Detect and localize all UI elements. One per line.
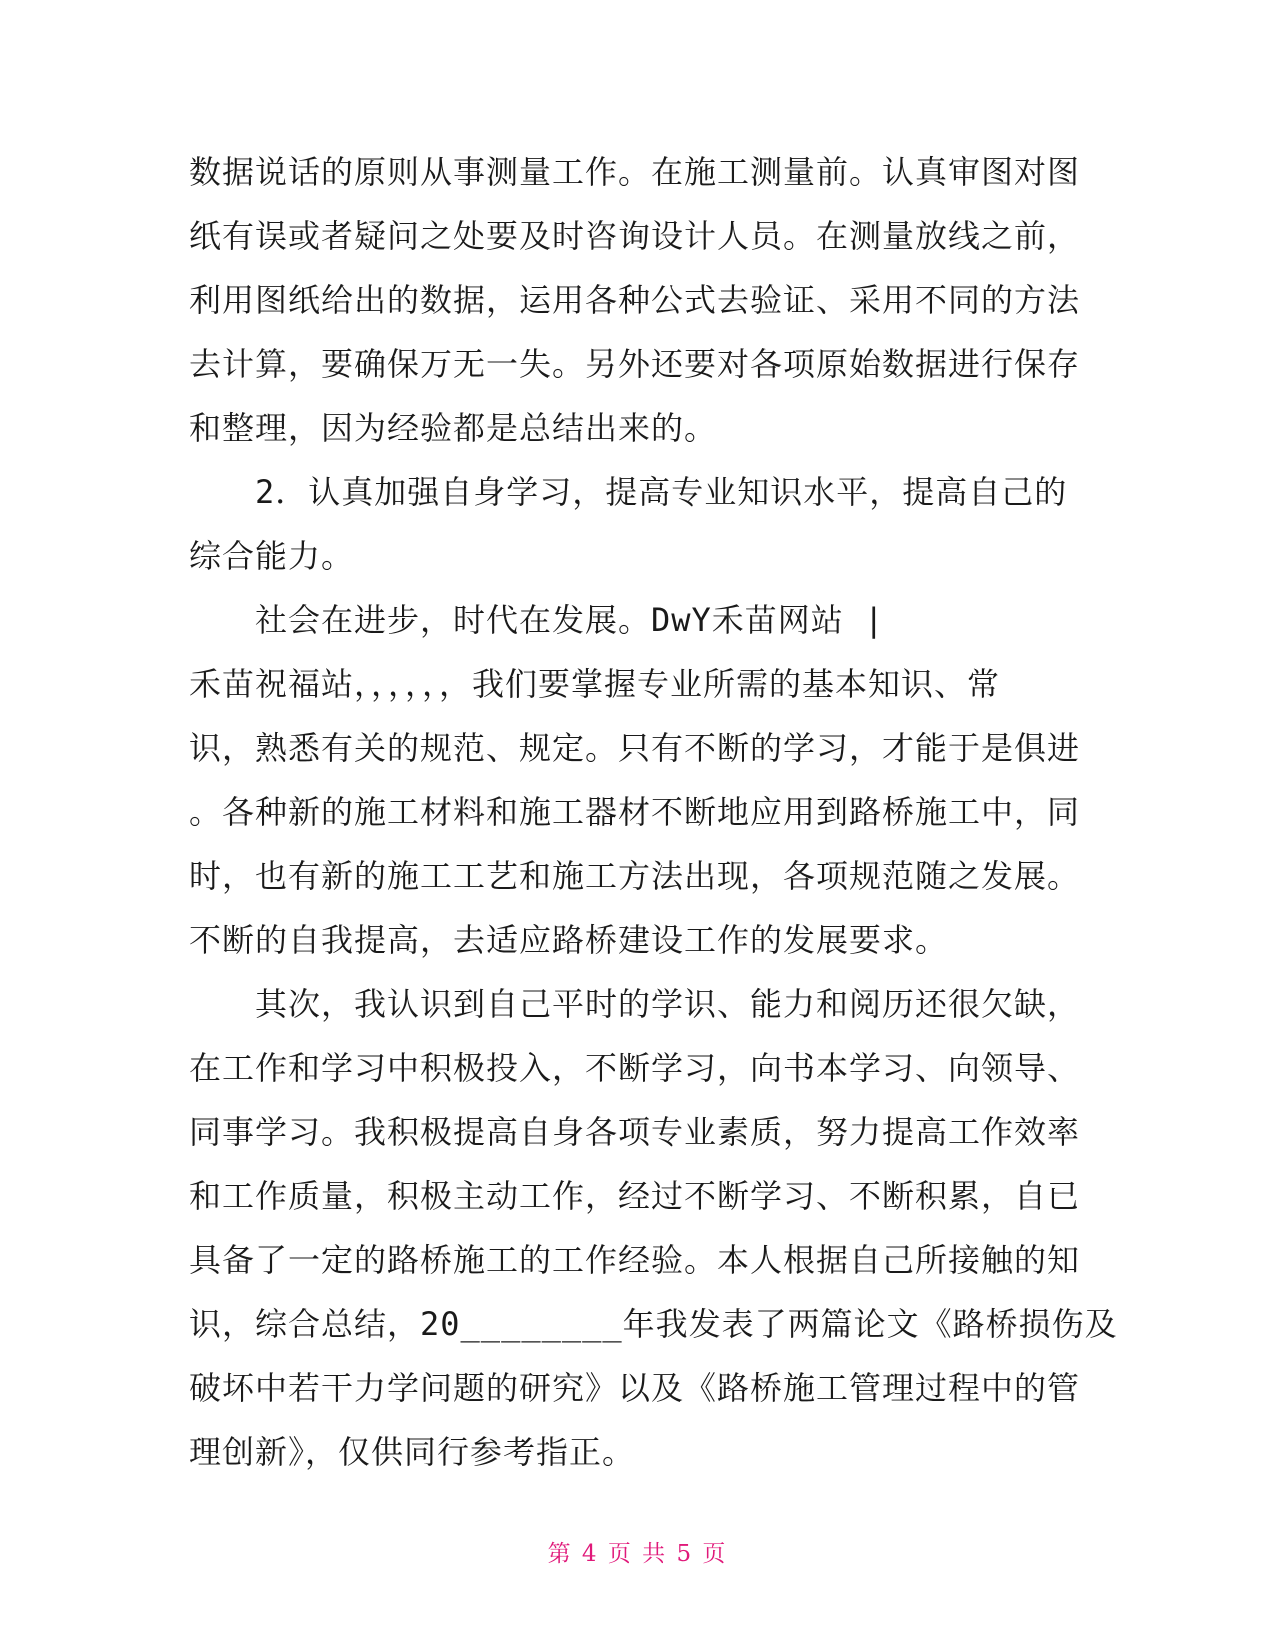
text-line: 识，综合总结，20________年我发表了两篇论文《路桥损伤及 (189, 1305, 1118, 1343)
body-text (189, 140, 1118, 1484)
text-line: 利用图纸给出的数据，运用各种公式去验证、采用不同的方法 (189, 281, 1081, 319)
page-number-footer: 第 4 页 共 5 页 (547, 1541, 728, 1567)
text-line: 和整理，因为经验都是总结出来的。 (189, 409, 718, 447)
text-line: 时，也有新的施工工艺和施工方法出现，各项规范随之发展。 (189, 857, 1081, 895)
text-line: 其次，我认识到自己平时的学识、能力和阅历还很欠缺， (189, 985, 1081, 1023)
text-line: 破坏中若干力学问题的研究》以及《路桥施工管理过程中的管 (189, 1369, 1081, 1407)
text-line: 2．认真加强自身学习，提高专业知识水平，提高自己的 (189, 473, 1068, 511)
text-line: 不断的自我提高，去适应路桥建设工作的发展要求。 (189, 921, 949, 959)
text-line: 和工作质量，积极主动工作，经过不断学习、不断积累，自已 (189, 1177, 1081, 1215)
text-line: 社会在进步，时代在发展。DwY禾苗网站 | (189, 601, 885, 639)
text-line: 在工作和学习中积极投入，不断学习，向书本学习、向领导、 (189, 1049, 1081, 1087)
text-line: 数据说话的原则从事测量工作。在施工测量前。认真审图对图 (189, 153, 1081, 191)
text-line: 去计算，要确保万无一失。另外还要对各项原始数据进行保存 (189, 345, 1081, 383)
text-line: 禾苗祝福站，，，，，，我们要掌握专业所需的基本知识、常 (189, 665, 1001, 703)
text-line: 纸有误或者疑问之处要及时咨询设计人员。在测量放线之前， (189, 217, 1081, 255)
text-line: 理创新》，仅供同行参考指正。 (189, 1433, 636, 1471)
text-line: 具备了一定的路桥施工的工作经验。本人根据自己所接触的知 (189, 1241, 1081, 1279)
text-line: 。各种新的施工材料和施工器材不断地应用到路桥施工中，同 (189, 793, 1081, 831)
text-line: 识，熟悉有关的规范、规定。只有不断的学习，才能于是俱进 (189, 729, 1081, 767)
text-line: 同事学习。我积极提高自身各项专业素质，努力提高工作效率 (189, 1113, 1081, 1151)
text-line: 综合能力。 (189, 537, 355, 575)
